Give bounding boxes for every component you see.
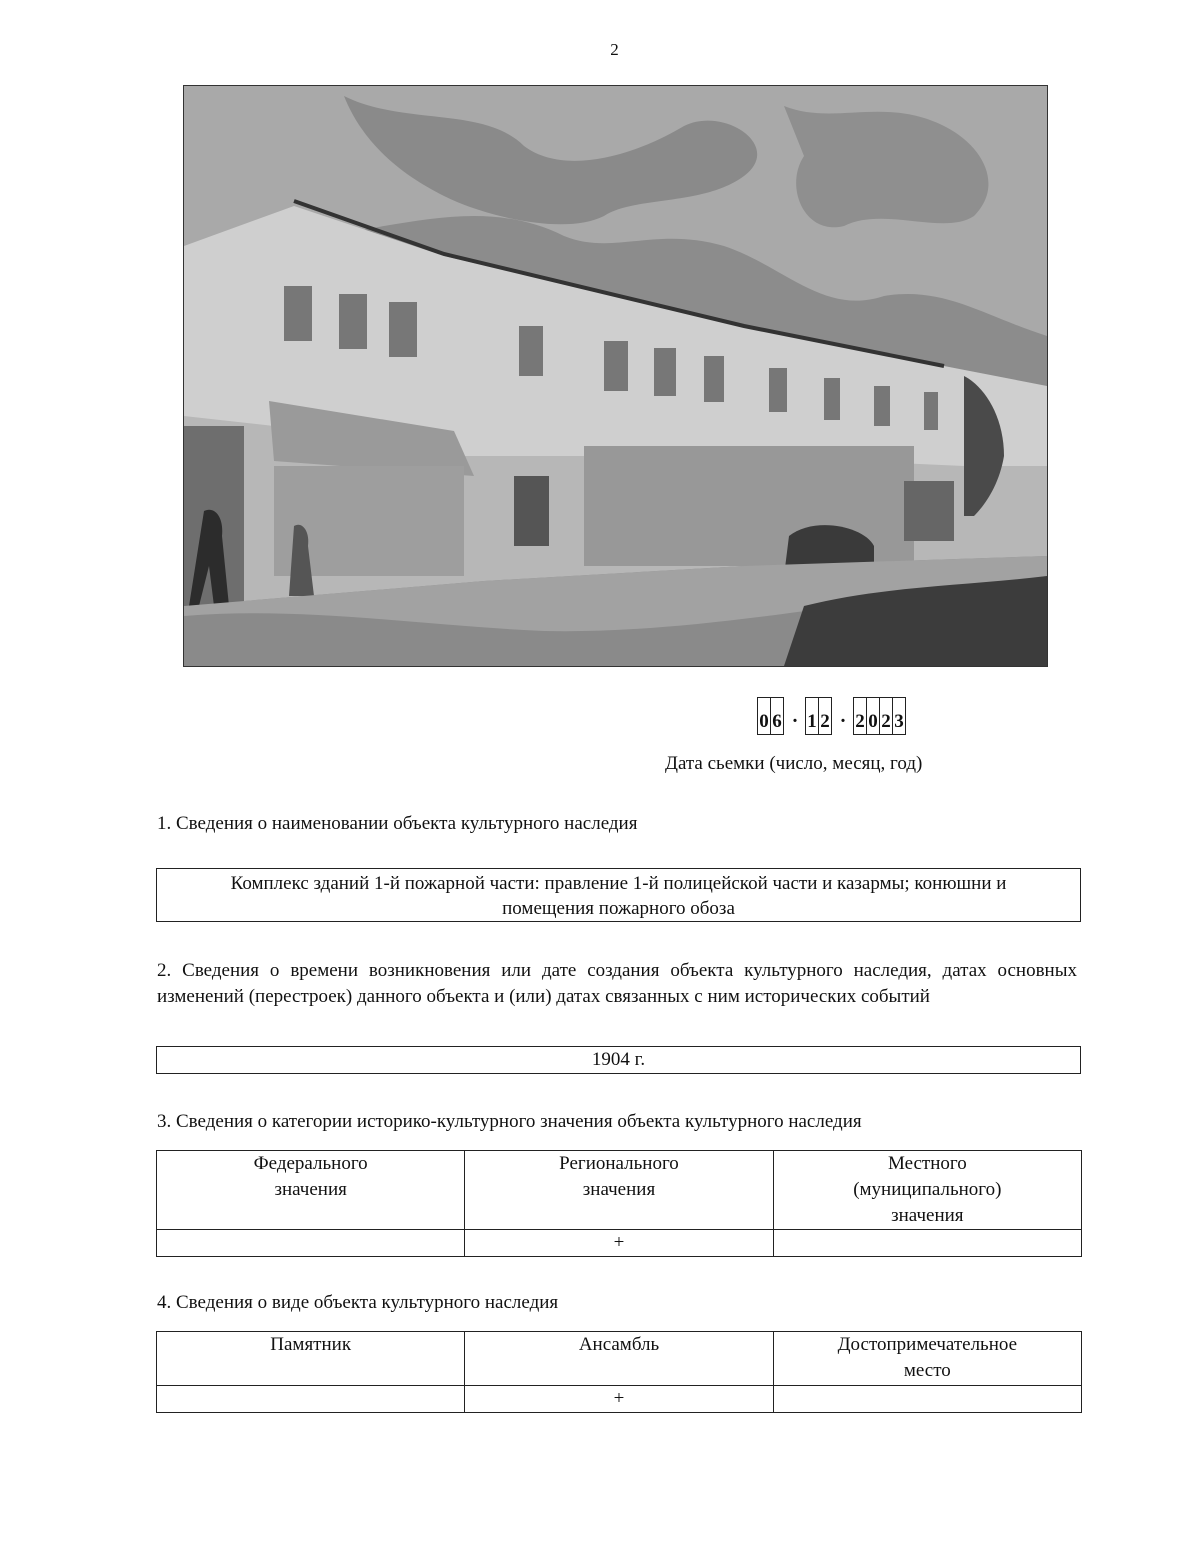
section3-heading: 3. Сведения о категории историко-культурного значения объекта культурного наследия: [157, 1111, 862, 1132]
category-local: [773, 1151, 1081, 1230]
cell-line: Ансамбль: [578, 1334, 660, 1355]
day-digit: 0: [757, 697, 771, 735]
table-row: [157, 1230, 1082, 1257]
cell-line: Достопримечательное: [837, 1334, 1018, 1355]
year-digit: 3: [892, 697, 906, 735]
cell-line: (муниципального): [853, 1179, 1002, 1200]
object-name-line: Комплекс зданий 1-й пожарной части: правление 1-й полицейской части и казармы; конюшни и: [230, 873, 1007, 894]
cell-line: Местного: [887, 1153, 967, 1174]
table-header-row: [157, 1332, 1082, 1386]
year-digit: 0: [866, 697, 880, 735]
date-boxes: [758, 697, 906, 735]
year-digit: 2: [853, 697, 867, 735]
section4-heading: 4. Сведения о виде объекта культурного наследия: [157, 1292, 559, 1313]
date-separator: .: [792, 705, 798, 727]
type-monument: [157, 1332, 465, 1386]
cell-line: Регионального: [559, 1153, 679, 1174]
cell-line: место: [903, 1360, 951, 1381]
type-monument-value: [157, 1386, 465, 1413]
object-name-box: [156, 868, 1081, 922]
category-regional-value: +: [465, 1230, 773, 1257]
cell-line: Памятник: [270, 1334, 352, 1355]
creation-date-box: [156, 1046, 1081, 1074]
section2-heading: 2. Сведения о времени возникновения или дате создания объекта культурного наследия, датах основных изменений (перестроек) данного объекта и (или) датах связанных с ним исторических событий: [157, 960, 1077, 1007]
cell-line: значения: [582, 1179, 656, 1200]
cell-line: значения: [274, 1179, 347, 1200]
day-digit: 6: [770, 697, 784, 735]
year-boxes: [854, 697, 906, 735]
category-local-value: [773, 1230, 1081, 1257]
date-separator: .: [840, 705, 846, 727]
type-ensemble: [465, 1332, 773, 1386]
type-table: [156, 1331, 1082, 1413]
cell-line: Федерального: [253, 1153, 368, 1174]
table-row: [157, 1386, 1082, 1413]
category-table: [156, 1150, 1082, 1257]
category-federal-value: [157, 1230, 465, 1257]
type-landmark-value: [773, 1386, 1081, 1413]
day-boxes: [758, 697, 784, 735]
month-digit: 1: [805, 697, 819, 735]
table-header-row: [157, 1151, 1082, 1230]
section1-heading: 1. Сведения о наименовании объекта культурного наследия: [157, 813, 638, 834]
page-number: 2: [610, 40, 619, 59]
category-regional: [465, 1151, 773, 1230]
category-federal: [157, 1151, 465, 1230]
month-digit: 2: [818, 697, 832, 735]
building-photo: [183, 85, 1048, 667]
type-landmark: [773, 1332, 1081, 1386]
year-digit: 2: [879, 697, 893, 735]
creation-date-value: 1904 г.: [591, 1049, 646, 1070]
month-boxes: [806, 697, 832, 735]
object-name-line: помещения пожарного обоза: [502, 898, 735, 919]
cell-line: значения: [891, 1205, 964, 1226]
type-ensemble-value: +: [465, 1386, 773, 1413]
date-caption: Дата сьемки (число, месяц, год): [665, 753, 923, 774]
